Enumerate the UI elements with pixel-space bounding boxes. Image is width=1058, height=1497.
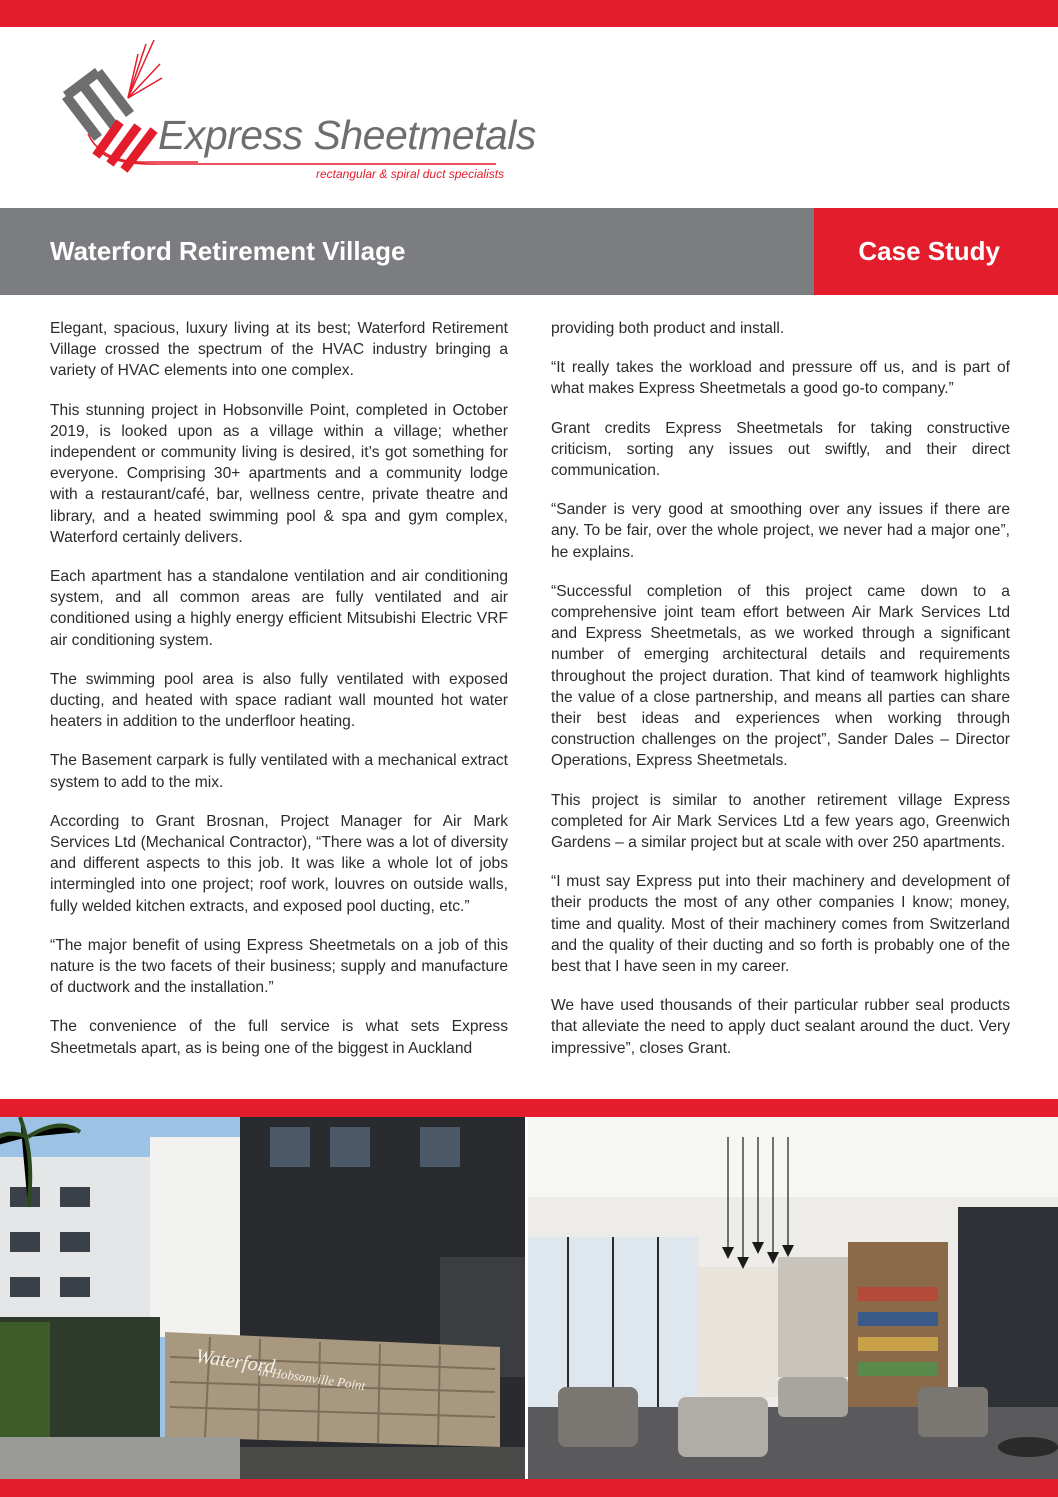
- paragraph: The Basement carpark is fully ventilated with a mechanical extract system to add to the mix.: [50, 752, 508, 791]
- exterior-photo: [0, 1117, 525, 1479]
- right-column: [551, 318, 1010, 1077]
- photo-band-top: [0, 1099, 1058, 1117]
- case-study-badge: Case Study: [858, 236, 1000, 266]
- paragraph: “Successful completion of this project came down to a comprehensive joint team effort between Air Mark Services Ltd and Express Sheetmetals, as we worked through a significant number of emerging architectural details and requirements throughout the project duration. That kind of teamwork highlights the value of a close partnership, and means all parties can share their best ideas and experiences when working through construction challenges on the project”, Sander Dales – Director Operations, Express Sheetmetals.: [551, 582, 1010, 770]
- paragraph: “The major benefit of using Express Sheetmetals on a job of this nature is the two facets of their business; supply and manufacture of ductwork and the installation.”: [50, 936, 508, 997]
- paragraph: “It really takes the workload and pressure off us, and is part of what makes Express Sheetmetals a good go-to company.”: [551, 359, 1010, 398]
- sign-subtext: in Hobsonville Point: [257, 1363, 367, 1393]
- paragraph: The swimming pool area is also fully ventilated with exposed ducting, and heated with space radiant wall mounted hot water heaters in addition to the underfloor heating.: [50, 670, 508, 731]
- left-column: [50, 318, 508, 1077]
- paragraph: “Sander is very good at smoothing over any issues if there are any. To be fair, over the whole project, we never had a major one”, he explains.: [551, 501, 1010, 561]
- paragraph: This project is similar to another retirement village Express completed for Air Mark Services Ltd a few years ago, Greenwich Gardens – a similar project but at scale with over 250 apartments.: [551, 791, 1010, 852]
- interior-photo: [528, 1117, 1058, 1479]
- sign-text: Waterford: [194, 1345, 277, 1379]
- company-logo: [58, 38, 536, 188]
- paragraph: According to Grant Brosnan, Project Manager for Air Mark Services Ltd (Mechanical Contractor), “There was a lot of diversity and different aspects to this job. It was like a whole lot of jobs intermingled into one project; roof work, louvres on outside walls, fully welded kitchen extracts, and exposed pool ducting, etc.”: [50, 812, 508, 915]
- page-title: Waterford Retirement Village: [50, 236, 406, 266]
- paragraph: “I must say Express put into their machinery and development of their products the most of any other companies I know; money, time and quality. Most of their machinery comes from Switzerland and the quality of their ducting and so forth is probably one of the best that I have seen in my career.: [551, 873, 1010, 976]
- paragraph: The convenience of the full service is what sets Express Sheetmetals apart, as is being one of the biggest in Auckland: [50, 1018, 508, 1057]
- logo-tagline: rectangular & spiral duct specialists: [316, 167, 505, 181]
- paragraph: Elegant, spacious, luxury living at its best; Waterford Retirement Village crossed the spectrum of the HVAC industry bringing a variety of HVAC elements into one complex.: [50, 320, 508, 380]
- photo-band-bottom: [0, 1479, 1058, 1497]
- paragraph: This stunning project in Hobsonville Point, completed in October 2019, is looked upon as a village within a village; whether independent or community living is desired, it’s got something for everyone. Comprising 30+ apartments and a community lodge with a restaurant/café, bar, wellness centre, private theatre and library, and a heated swimming pool & spa and gym complex, Waterford certainly delivers.: [50, 401, 508, 546]
- paragraph: Each apartment has a standalone ventilation and air conditioning system, and all common areas are fully ventilated and air conditioned using a highly energy efficient Mitsubishi Electric VRF air conditioning system.: [50, 568, 508, 649]
- paragraph: We have used thousands of their particular rubber seal products that alleviate the need to apply duct sealant around the duct. Very impressive”, closes Grant.: [551, 997, 1010, 1057]
- paragraph: providing both product and install.: [551, 320, 785, 337]
- paragraph: Grant credits Express Sheetmetals for taking constructive criticism, sorting any issues out swiftly, and their direct communication.: [551, 419, 1010, 480]
- logo-wordmark: Express Sheetmetals: [158, 112, 536, 158]
- top-accent-bar: [0, 0, 1058, 27]
